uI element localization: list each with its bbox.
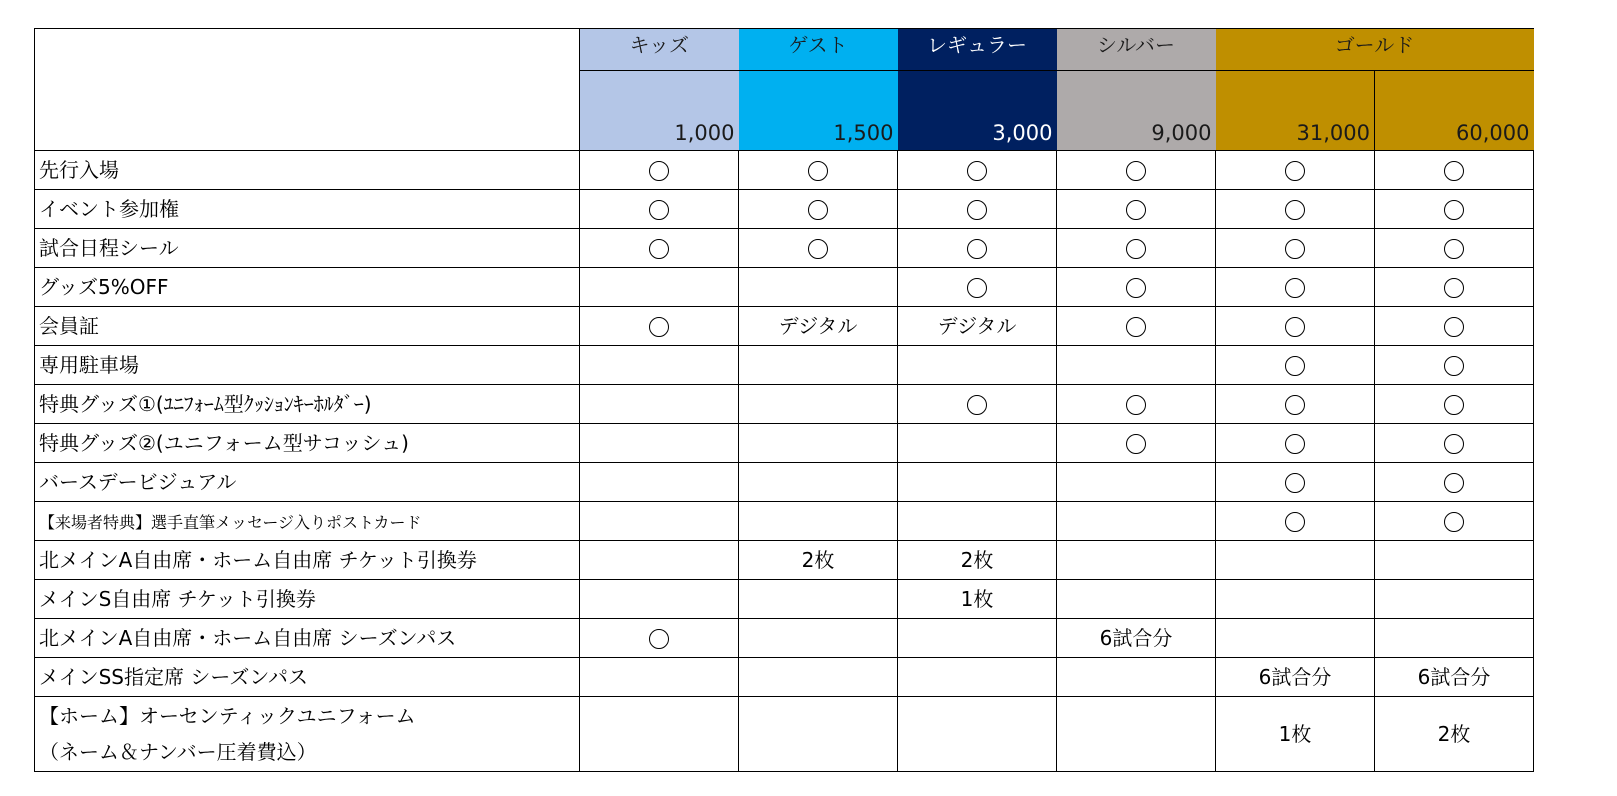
feature-label xyxy=(35,580,580,619)
tier-cell xyxy=(580,151,739,190)
cell-value: 6試合分 xyxy=(1258,665,1332,689)
included-circle-icon xyxy=(649,317,669,337)
included-circle-icon xyxy=(1126,161,1146,181)
tier-cell xyxy=(739,463,898,502)
included-circle-icon xyxy=(1444,161,1464,181)
tier-cell xyxy=(1057,190,1216,229)
feature-label-text: 先行入場 xyxy=(39,158,119,182)
feature-label-text: 会員証 xyxy=(39,314,99,338)
tier-cell xyxy=(580,463,739,502)
tier-cell xyxy=(1216,424,1375,463)
table-row xyxy=(35,307,1534,346)
table-row xyxy=(35,151,1534,190)
tier-cell xyxy=(739,151,898,190)
tier-price-gold-1: 31,000 xyxy=(1216,71,1375,151)
tier-cell xyxy=(739,424,898,463)
tier-cell xyxy=(580,268,739,307)
feature-label-text: メインS自由席 チケット引換券 xyxy=(39,587,316,611)
feature-label xyxy=(35,346,580,385)
tier-cell xyxy=(580,580,739,619)
included-circle-icon xyxy=(1444,200,1464,220)
included-circle-icon xyxy=(967,239,987,259)
feature-label-text: 特典グッズ①(ﾕﾆﾌｫｰﾑ型ｸｯｼｮﾝｷｰﾎﾙﾀﾞｰ) xyxy=(39,392,372,416)
feature-label xyxy=(35,307,580,346)
tier-cell xyxy=(1375,385,1534,424)
tier-cell xyxy=(1216,346,1375,385)
feature-label-line-2: （ネーム＆ナンバー圧着費込） xyxy=(39,740,317,764)
included-circle-icon xyxy=(1285,200,1305,220)
feature-label-line-1: 【ホーム】オーセンティックユニフォーム xyxy=(39,704,416,728)
included-circle-icon xyxy=(1285,512,1305,532)
included-circle-icon xyxy=(1285,473,1305,493)
tier-cell xyxy=(898,307,1057,346)
tier-cell xyxy=(898,463,1057,502)
table-body xyxy=(35,29,1534,772)
feature-label-text: メインSS指定席 シーズンパス xyxy=(39,665,308,689)
feature-label-text: 北メインA自由席・ホーム自由席 シーズンパス xyxy=(39,626,457,650)
tier-price-silver: 9,000 xyxy=(1057,71,1216,151)
feature-label-text: 専用駐車場 xyxy=(39,353,139,377)
table-row xyxy=(35,424,1534,463)
tier-cell xyxy=(1057,502,1216,541)
tier-cell xyxy=(898,151,1057,190)
included-circle-icon xyxy=(1444,278,1464,298)
included-circle-icon xyxy=(967,200,987,220)
cell-value: デジタル xyxy=(778,314,858,338)
included-circle-icon xyxy=(1126,317,1146,337)
header-row-names xyxy=(35,29,1534,71)
tier-cell xyxy=(580,541,739,580)
feature-label-text: 北メインA自由席・ホーム自由席 チケット引換券 xyxy=(39,548,477,572)
tier-cell xyxy=(739,502,898,541)
tier-cell xyxy=(1216,307,1375,346)
table-row xyxy=(35,385,1534,424)
feature-label xyxy=(35,619,580,658)
tier-cell xyxy=(739,268,898,307)
tier-price-guest: 1,500 xyxy=(739,71,898,151)
feature-label xyxy=(35,229,580,268)
feature-label xyxy=(35,268,580,307)
tier-cell xyxy=(1375,502,1534,541)
feature-label xyxy=(35,385,580,424)
tier-cell xyxy=(1057,658,1216,697)
feature-label xyxy=(35,463,580,502)
tier-cell xyxy=(898,541,1057,580)
feature-label xyxy=(35,541,580,580)
tier-cell xyxy=(1216,658,1375,697)
tier-cell xyxy=(580,658,739,697)
header-corner-cell xyxy=(35,29,580,151)
tier-cell xyxy=(1375,424,1534,463)
tier-cell xyxy=(1375,229,1534,268)
cell-value: 2枚 xyxy=(801,548,835,572)
tier-cell xyxy=(1216,229,1375,268)
tier-cell xyxy=(1057,385,1216,424)
tier-cell xyxy=(1216,580,1375,619)
tier-cell xyxy=(1375,541,1534,580)
table-row xyxy=(35,580,1534,619)
tier-cell xyxy=(1216,190,1375,229)
tier-cell xyxy=(580,502,739,541)
included-circle-icon xyxy=(1285,434,1305,454)
tier-cell xyxy=(1216,385,1375,424)
table-row xyxy=(35,229,1534,268)
tier-cell xyxy=(1216,268,1375,307)
table-row xyxy=(35,346,1534,385)
tier-cell xyxy=(1375,580,1534,619)
included-circle-icon xyxy=(1285,278,1305,298)
tier-cell xyxy=(739,385,898,424)
tier-cell xyxy=(1216,502,1375,541)
included-circle-icon xyxy=(808,161,828,181)
tier-cell xyxy=(1057,697,1216,772)
tier-cell xyxy=(1375,307,1534,346)
included-circle-icon xyxy=(967,395,987,415)
tier-cell xyxy=(1375,697,1534,772)
included-circle-icon xyxy=(1126,395,1146,415)
tier-cell xyxy=(1057,463,1216,502)
table-row xyxy=(35,541,1534,580)
tier-cell xyxy=(739,580,898,619)
tier-cell xyxy=(739,658,898,697)
tier-cell xyxy=(1057,229,1216,268)
tier-cell xyxy=(1375,151,1534,190)
table-row xyxy=(35,190,1534,229)
tier-cell xyxy=(739,307,898,346)
tier-cell xyxy=(1057,307,1216,346)
cell-value: 1枚 xyxy=(960,587,994,611)
tier-cell xyxy=(898,229,1057,268)
tier-cell xyxy=(1216,541,1375,580)
included-circle-icon xyxy=(1444,473,1464,493)
cell-value: デジタル xyxy=(937,314,1017,338)
tier-cell xyxy=(898,424,1057,463)
included-circle-icon xyxy=(967,161,987,181)
included-circle-icon xyxy=(1285,356,1305,376)
cell-value: 2枚 xyxy=(1437,722,1471,746)
included-circle-icon xyxy=(1285,161,1305,181)
tier-header-gold: ゴールド xyxy=(1216,29,1534,71)
included-circle-icon xyxy=(1126,278,1146,298)
tier-cell xyxy=(898,658,1057,697)
tier-cell xyxy=(580,424,739,463)
cell-value: 2枚 xyxy=(960,548,994,572)
included-circle-icon xyxy=(1444,356,1464,376)
tier-cell xyxy=(898,580,1057,619)
tier-cell xyxy=(1057,619,1216,658)
included-circle-icon xyxy=(1444,239,1464,259)
tier-cell xyxy=(739,229,898,268)
tier-cell xyxy=(1216,697,1375,772)
tier-price-kids: 1,000 xyxy=(580,71,739,151)
tier-cell xyxy=(580,697,739,772)
tier-cell xyxy=(580,346,739,385)
included-circle-icon xyxy=(1444,434,1464,454)
included-circle-icon xyxy=(808,200,828,220)
cell-value: 1枚 xyxy=(1278,722,1312,746)
tier-price-gold-2: 60,000 xyxy=(1375,71,1534,151)
tier-cell xyxy=(580,190,739,229)
included-circle-icon xyxy=(967,278,987,298)
cell-value: 6試合分 xyxy=(1099,626,1173,650)
tier-cell xyxy=(1375,190,1534,229)
tier-cell xyxy=(1057,346,1216,385)
feature-label-text: イベント参加権 xyxy=(39,197,179,221)
included-circle-icon xyxy=(649,629,669,649)
included-circle-icon xyxy=(808,239,828,259)
included-circle-icon xyxy=(1126,434,1146,454)
feature-label xyxy=(35,190,580,229)
feature-label xyxy=(35,697,580,772)
tier-cell xyxy=(1375,268,1534,307)
tier-cell xyxy=(898,697,1057,772)
included-circle-icon xyxy=(649,239,669,259)
tier-cell xyxy=(898,346,1057,385)
included-circle-icon xyxy=(1126,200,1146,220)
feature-label-text: 【来場者特典】選手直筆メッセージ入りポストカード xyxy=(39,513,422,532)
table-row xyxy=(35,268,1534,307)
tier-cell xyxy=(1216,463,1375,502)
tier-header-regular: レギュラー xyxy=(898,29,1057,71)
included-circle-icon xyxy=(1444,317,1464,337)
table-row xyxy=(35,697,1534,772)
tier-cell xyxy=(580,385,739,424)
included-circle-icon xyxy=(1285,395,1305,415)
feature-label-text: バースデービジュアル xyxy=(39,470,237,494)
tier-cell xyxy=(739,346,898,385)
tier-price-regular: 3,000 xyxy=(898,71,1057,151)
tier-cell xyxy=(1375,346,1534,385)
feature-label xyxy=(35,151,580,190)
tier-cell xyxy=(1057,424,1216,463)
included-circle-icon xyxy=(1444,512,1464,532)
feature-label-text: 試合日程シール xyxy=(39,236,179,260)
tier-cell xyxy=(1375,463,1534,502)
tier-cell xyxy=(898,268,1057,307)
membership-comparison-table xyxy=(34,28,1534,772)
table-row xyxy=(35,658,1534,697)
included-circle-icon xyxy=(1285,317,1305,337)
tier-cell xyxy=(580,229,739,268)
tier-cell xyxy=(1057,580,1216,619)
tier-cell xyxy=(898,385,1057,424)
feature-label xyxy=(35,424,580,463)
tier-cell xyxy=(739,619,898,658)
included-circle-icon xyxy=(1285,239,1305,259)
included-circle-icon xyxy=(649,200,669,220)
tier-cell xyxy=(1057,151,1216,190)
tier-cell xyxy=(1216,151,1375,190)
tier-cell xyxy=(1216,619,1375,658)
tier-cell xyxy=(739,190,898,229)
feature-label-text: 特典グッズ②(ユニフォーム型サコッシュ) xyxy=(39,431,409,455)
tier-header-guest: ゲスト xyxy=(739,29,898,71)
tier-header-kids: キッズ xyxy=(580,29,739,71)
tier-cell xyxy=(898,190,1057,229)
tier-header-silver: シルバー xyxy=(1057,29,1216,71)
included-circle-icon xyxy=(1126,239,1146,259)
feature-label xyxy=(35,502,580,541)
feature-label xyxy=(35,658,580,697)
table-row xyxy=(35,502,1534,541)
tier-cell xyxy=(1375,619,1534,658)
tier-cell xyxy=(898,502,1057,541)
table-row xyxy=(35,463,1534,502)
tier-cell xyxy=(1057,268,1216,307)
cell-value: 6試合分 xyxy=(1417,665,1491,689)
tier-cell xyxy=(1057,541,1216,580)
tier-cell xyxy=(739,541,898,580)
included-circle-icon xyxy=(649,161,669,181)
table-row xyxy=(35,619,1534,658)
tier-cell xyxy=(580,619,739,658)
tier-cell xyxy=(898,619,1057,658)
tier-cell xyxy=(1375,658,1534,697)
tier-cell xyxy=(739,697,898,772)
feature-label-text: グッズ5%OFF xyxy=(39,275,169,299)
included-circle-icon xyxy=(1444,395,1464,415)
tier-cell xyxy=(580,307,739,346)
